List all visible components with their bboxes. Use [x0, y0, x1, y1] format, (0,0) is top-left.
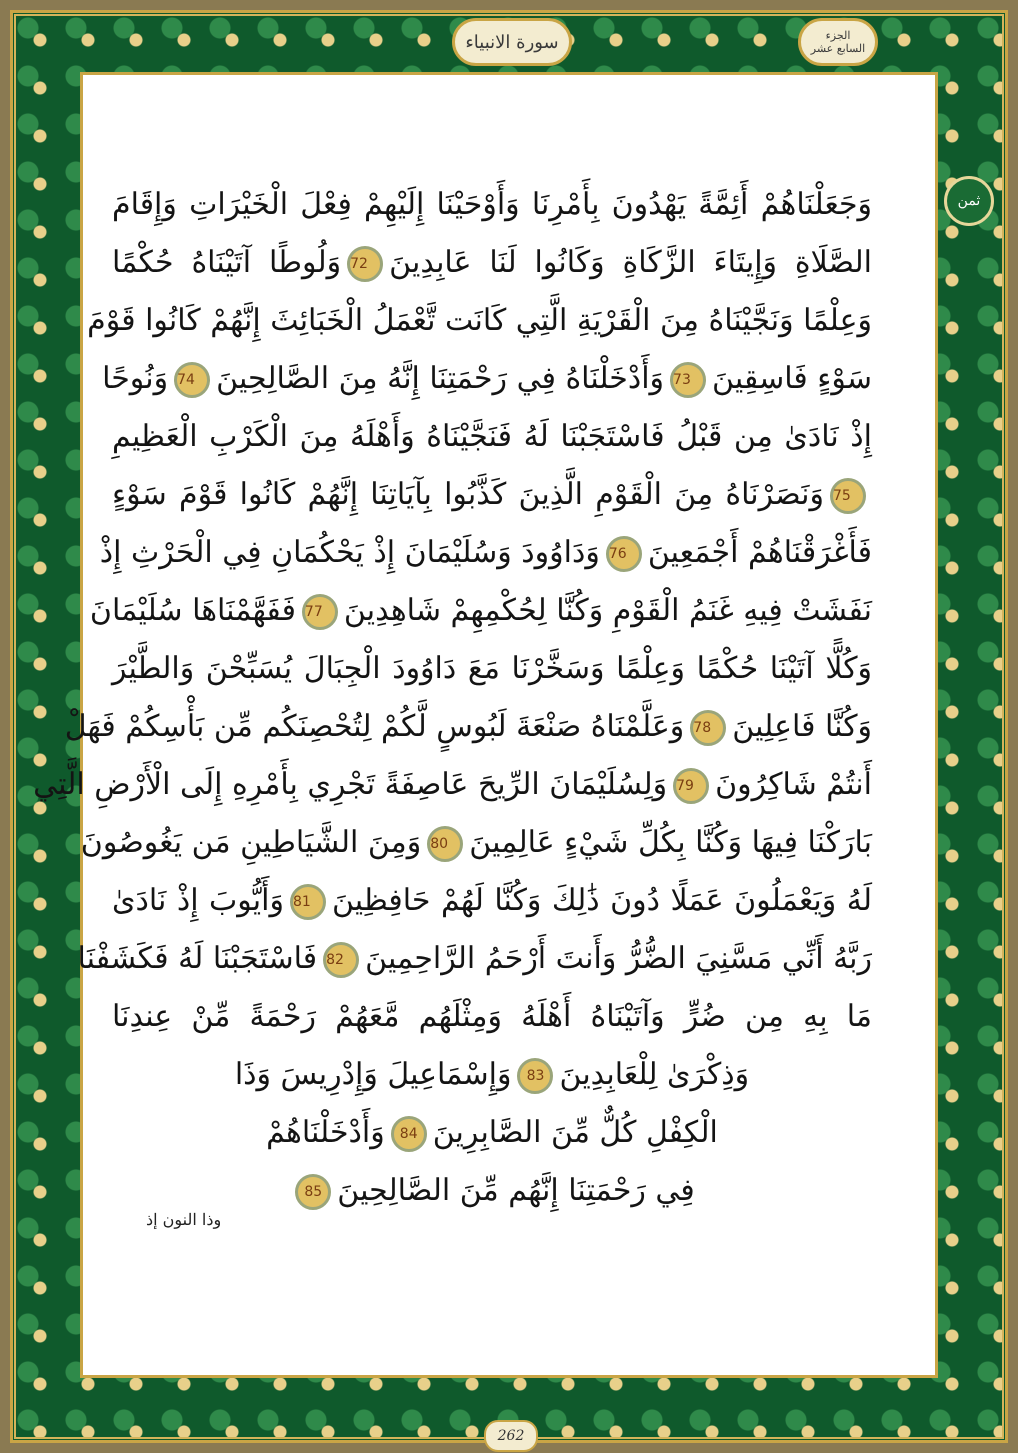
ayah-marker: 80 — [427, 826, 463, 862]
ayah-marker: 81 — [290, 884, 326, 920]
juz-label-line2: السابع عشر — [810, 42, 866, 55]
text-line: نَفَشَتْ فِيهِ غَنَمُ الْقَوْمِ وَكُنَّا لِحُكْمِهِمْ شَاهِدِينَ77فَفَهَّمْنَاهَا سُلَيْمَانَ — [89, 593, 872, 628]
text-line: فَأَغْرَقْنَاهُمْ أَجْمَعِينَ76وَدَاوُودَ وَسُلَيْمَانَ إِذْ يَحْكُمَانِ فِي الْحَرْثِ إِذْ — [99, 535, 872, 570]
text-line: بَارَكْنَا فِيهَا وَكُنَّا بِكُلِّ شَيْءٍ عَالِمِينَ80وَمِنَ الشَّيَاطِينِ مَن يَغُوصُونَ — [80, 825, 872, 860]
ayah-marker: 82 — [323, 942, 359, 978]
text-line: وَذِكْرَىٰ لِلْعَابِدِينَ83وَإِسْمَاعِيلَ وَإِدْرِيسَ وَذَا — [234, 1057, 750, 1092]
page-number: 262 — [484, 1420, 538, 1452]
text-line: أَنتُمْ شَاكِرُونَ79وَلِسُلَيْمَانَ الرِّيحَ عَاصِفَةً تَجْرِي بِأَمْرِهِ إِلَى الْأَرْضِ الَّتِي — [33, 767, 872, 802]
hizb-marker-icon: ثمن — [944, 176, 994, 226]
ayah-marker: 79 — [673, 768, 709, 804]
ayah-marker: 78 — [690, 710, 726, 746]
ayah-marker: 74 — [174, 362, 210, 398]
text-line: سَوْءٍ فَاسِقِينَ73وَأَدْخَلْنَاهُ فِي رَحْمَتِنَا إِنَّهُ مِنَ الصَّالِحِينَ74وَنُوحًا — [102, 361, 872, 396]
ayah-marker: 85 — [295, 1174, 331, 1210]
ayah-marker: 76 — [606, 536, 642, 572]
text-line: 75وَنَصَرْنَاهُ مِنَ الْقَوْمِ الَّذِينَ كَذَّبُوا بِآيَاتِنَا إِنَّهُمْ كَانُوا قَوْمَ سَوْءٍ — [112, 466, 872, 524]
ayah-marker: 72 — [347, 246, 383, 282]
text-line: وَكُنَّا فَاعِلِينَ78وَعَلَّمْنَاهُ صَنْعَةَ لَبُوسٍ لَّكُمْ لِتُحْصِنَكُم مِّن بَأْسِكُمْ فَهَلْ — [64, 709, 872, 744]
text-line: الْكِفْلِ كُلٌّ مِّنَ الصَّابِرِينَ84وَأَدْخَلْنَاهُمْ — [266, 1115, 718, 1150]
ayah-marker: 77 — [302, 594, 338, 630]
text-line: لَهُ وَيَعْمَلُونَ عَمَلًا دُونَ ذَٰلِكَ وَكُنَّا لَهُمْ حَافِظِينَ81وَأَيُّوبَ إِذْ نَادَىٰ — [112, 883, 872, 918]
catchword: وذا النون إذ — [146, 1210, 222, 1229]
juz-label — [798, 18, 878, 66]
text-line: فِي رَحْمَتِنَا إِنَّهُم مِّنَ الصَّالِحِينَ85 — [112, 1162, 872, 1220]
surah-name-label: سورة الانبياء — [452, 18, 572, 66]
text-line: الصَّلَاةِ وَإِيتَاءَ الزَّكَاةِ وَكَانُوا لَنَا عَابِدِينَ72وَلُوطًا آتَيْنَاهُ حُكْمًا — [112, 245, 872, 280]
ayah-marker: 75 — [830, 478, 866, 514]
text-line: وَكُلًّا آتَيْنَا حُكْمًا وَعِلْمًا وَسَخَّرْنَا مَعَ دَاوُودَ الْجِبَالَ يُسَبِّحْنَ وَالطَّيْرَ — [112, 651, 872, 686]
text-line: وَعِلْمًا وَنَجَّيْنَاهُ مِنَ الْقَرْيَةِ الَّتِي كَانَت تَّعْمَلُ الْخَبَائِثَ إِنَّهُمْ كَانُوا قَوْمَ — [87, 303, 872, 338]
text-line: مَا بِهِ مِن ضُرٍّ وَآتَيْنَاهُ أَهْلَهُ وَمِثْلَهُم مَّعَهُمْ رَحْمَةً مِّنْ عِندِنَا — [112, 999, 872, 1034]
ayah-marker: 73 — [670, 362, 706, 398]
ayah-marker: 83 — [517, 1058, 553, 1094]
ayah-marker: 84 — [391, 1116, 427, 1152]
quran-text-block — [33, 176, 872, 1220]
text-line: إِذْ نَادَىٰ مِن قَبْلُ فَاسْتَجَبْنَا لَهُ فَنَجَّيْنَاهُ وَأَهْلَهُ مِنَ الْكَرْبِ الْعَظِيمِ — [112, 419, 872, 454]
text-line: وَجَعَلْنَاهُمْ أَئِمَّةً يَهْدُونَ بِأَمْرِنَا وَأَوْحَيْنَا إِلَيْهِمْ فِعْلَ الْخَيْرَاتِ وَإِقَامَ — [112, 187, 872, 222]
text-line: رَبَّهُ أَنِّي مَسَّنِيَ الضُّرُّ وَأَنتَ أَرْحَمُ الرَّاحِمِينَ82فَاسْتَجَبْنَا لَهُ فَكَشَفْنَا — [77, 941, 872, 976]
juz-label-line1: الجزء — [825, 29, 851, 42]
